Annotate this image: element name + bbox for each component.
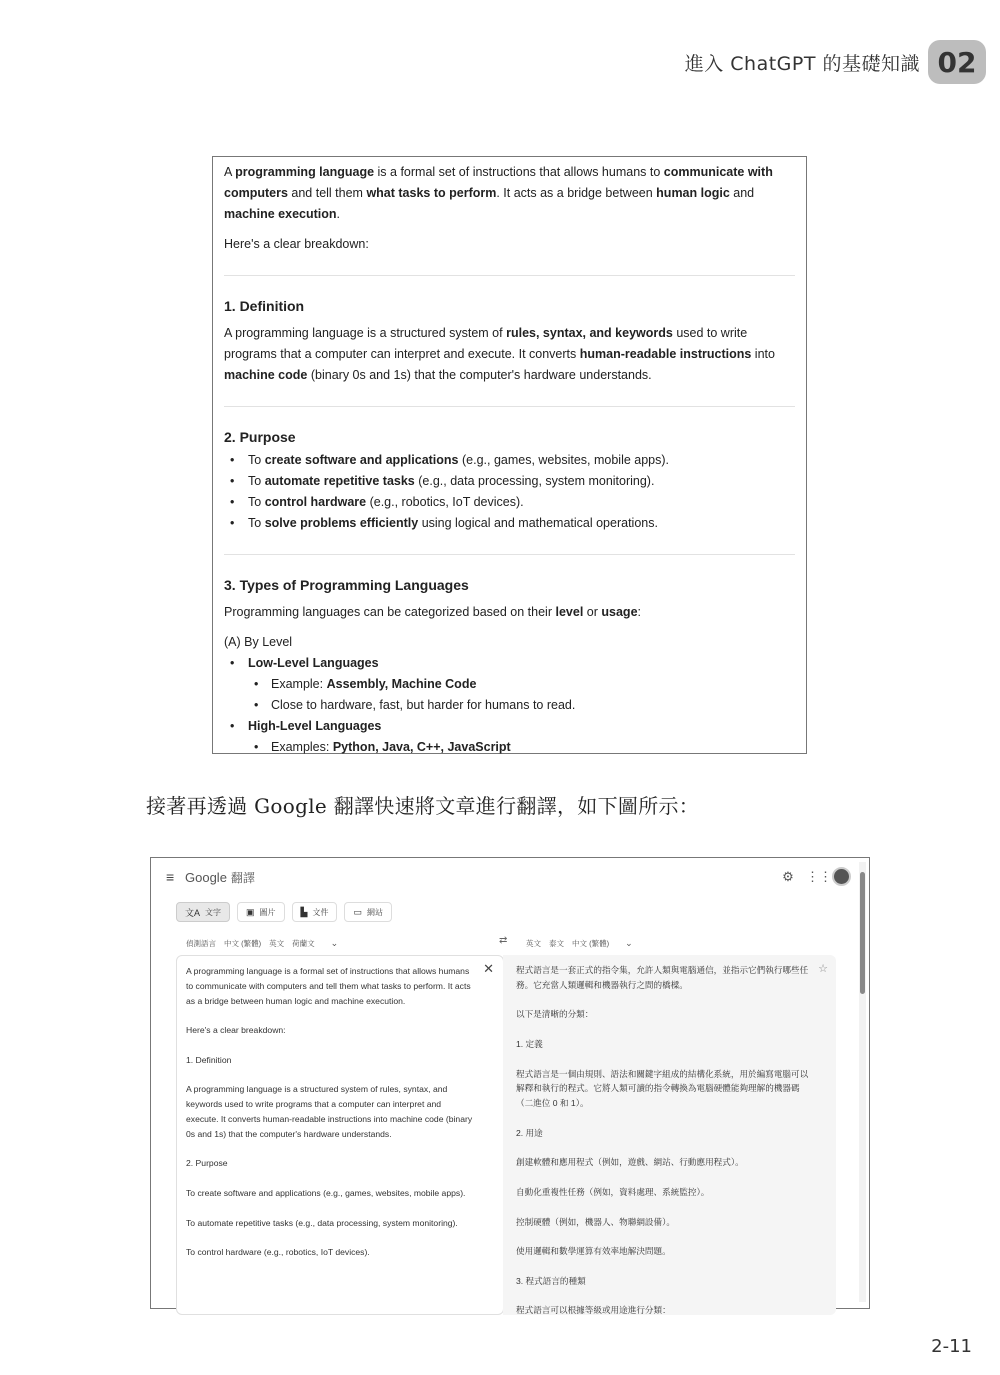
- list-item: • High-Level Languages: [224, 716, 795, 737]
- source-paragraph: To automate repetitive tasks (e.g., data processing, system monitoring).: [186, 1217, 458, 1228]
- scrollbar[interactable]: [859, 862, 866, 1302]
- page-number: 2-11: [931, 1336, 972, 1357]
- google-logo[interactable]: Google: [185, 869, 227, 885]
- low-level-sublist: [224, 674, 795, 716]
- google-translate-screenshot: [150, 857, 870, 1316]
- translated-paragraph: 自動化重複性任務（例如，資料處理、系統監控）。: [516, 1186, 710, 1197]
- translated-paragraph: 創建軟體和應用程式（例如，遊戲、網站、行動應用程式）。: [516, 1157, 744, 1168]
- level-list: [224, 653, 795, 674]
- translation-output-panel: [503, 955, 836, 1315]
- list-item: • Close to hardware, fast, but harder for humans to read.: [224, 695, 795, 716]
- tab-documents[interactable]: ▙ 文件: [292, 902, 338, 922]
- breakdown-line: Here's a clear breakdown:: [224, 237, 369, 251]
- chevron-down-icon[interactable]: ⌄: [330, 938, 339, 948]
- chatgpt-response-screenshot: [212, 156, 807, 754]
- close-icon[interactable]: ✕: [483, 961, 494, 976]
- target-language-bar: [526, 938, 633, 949]
- translated-paragraph: 2. 用途: [516, 1127, 543, 1138]
- source-language-bar: [186, 938, 338, 949]
- website-icon: ▭: [353, 906, 362, 917]
- translated-paragraph: 1. 定義: [516, 1038, 543, 1049]
- purpose-list: [224, 450, 795, 534]
- divider: [224, 554, 795, 555]
- topbar-actions: [780, 867, 851, 886]
- list-item: • To automate repetitive tasks (e.g., data processing, system monitoring).: [224, 471, 795, 492]
- caption-text: 接著再透過 Google 翻譯快速將文章進行翻譯，如下圖所示：: [146, 794, 700, 818]
- target-lang-option[interactable]: 中文 (繁體): [572, 939, 610, 948]
- scrollbar-thumb[interactable]: [860, 872, 865, 994]
- divider: [224, 406, 795, 407]
- tab-websites[interactable]: ▭ 網站: [344, 902, 392, 922]
- section-heading-definition: 1. Definition: [224, 298, 305, 314]
- translated-paragraph: 以下是清晰的分類：: [516, 1009, 594, 1020]
- swap-languages-icon[interactable]: ⇄: [499, 935, 508, 946]
- source-paragraph: To create software and applications (e.g., games, websites, mobile apps).: [186, 1187, 466, 1198]
- settings-icon[interactable]: ⚙: [782, 868, 794, 884]
- target-lang-option[interactable]: 英文: [526, 939, 541, 948]
- intro-paragraph: A programming language is a formal set of instructions that allows humans to communicate with computers and tell them what tasks to perform. It acts as a bridge between human logic and machine execution.: [224, 165, 773, 221]
- list-item: • To control hardware (e.g., robotics, IoT devices).: [224, 492, 795, 513]
- by-level-heading: (A) By Level: [224, 635, 293, 649]
- source-paragraph: 2. Purpose: [186, 1158, 228, 1169]
- translated-paragraph: 3. 程式語言的種類: [516, 1275, 586, 1286]
- page-header: [685, 40, 986, 84]
- source-paragraph: A programming language is a formal set of instructions that allows humans to communicate with computers and tell them what tasks to perform. It acts as a bridge between human logic and machine execution.: [186, 966, 471, 1006]
- star-icon[interactable]: ☆: [818, 963, 828, 975]
- source-paragraph: 1. Definition: [186, 1054, 232, 1065]
- source-lang-detect[interactable]: 偵測語言: [186, 939, 216, 948]
- translated-paragraph: 程式語言是一套正式的指令集，允許人類與電腦通信，並指示它們執行哪些任務。它充當人類邏輯和機器執行之間的橋樑。: [516, 965, 809, 990]
- translate-text-icon: 文A: [185, 907, 201, 918]
- tab-text[interactable]: 文A 文字: [176, 902, 230, 922]
- source-paragraph: A programming language is a structured system of rules, syntax, and keywords used to write programs that a computer can interpret and execute. It converts human-readable instructions into machine code (binary 0s and 1s) that the computer's hardware understands.: [186, 1084, 473, 1139]
- source-paragraph: To control hardware (e.g., robotics, IoT devices).: [186, 1247, 370, 1258]
- level-list: [224, 716, 795, 737]
- apps-grid-icon[interactable]: ⋮⋮: [806, 868, 832, 884]
- translated-paragraph: 控制硬體（例如，機器人、物聯網設備）。: [516, 1216, 675, 1227]
- document-icon: ▙: [300, 906, 308, 917]
- translated-paragraph: 使用邏輯和數學運算有效率地解決問題。: [516, 1246, 671, 1257]
- definition-paragraph: A programming language is a structured system of rules, syntax, and keywords used to write programs that a computer can interpret and execute. It converts human-readable instructions into machine code (binary 0s and 1s) that the computer's hardware understands.: [224, 326, 775, 382]
- chevron-down-icon[interactable]: ⌄: [625, 938, 633, 948]
- tab-images[interactable]: ▣ 圖片: [237, 902, 285, 922]
- chapter-title: 進入 ChatGPT 的基礎知識: [684, 52, 920, 75]
- translated-paragraph: 程式語言是一個由規則、語法和關鍵字組成的結構化系統，用於編寫電腦可以解釋和執行的程式。它將人類可讀的指令轉換為電腦硬體能夠理解的機器碼（二進位 0 和 1）。: [516, 1068, 809, 1109]
- source-text-panel[interactable]: [176, 955, 504, 1315]
- list-item: • Low-Level Languages: [224, 653, 795, 674]
- menu-icon[interactable]: ≡: [166, 869, 175, 885]
- avatar[interactable]: [832, 867, 851, 886]
- divider: [224, 275, 795, 276]
- source-lang-option[interactable]: 中文 (繁體): [224, 939, 262, 948]
- translate-topbar: [151, 858, 859, 896]
- target-lang-option[interactable]: 泰文: [549, 939, 564, 948]
- list-item: • Examples: Python, Java, C++, JavaScript: [224, 737, 795, 758]
- list-item: • Example: Assembly, Machine Code: [224, 674, 795, 695]
- source-lang-option[interactable]: 英文: [269, 939, 285, 948]
- source-paragraph: Here's a clear breakdown:: [186, 1025, 286, 1036]
- image-icon: ▣: [246, 906, 255, 917]
- app-title: 翻譯: [230, 870, 255, 885]
- source-lang-option[interactable]: 荷蘭文: [292, 939, 315, 948]
- translated-paragraph: 程式語言可以根據等級或用途進行分類：: [516, 1305, 671, 1316]
- section-heading-types: 3. Types of Programming Languages: [224, 577, 469, 593]
- high-level-sublist: [224, 737, 795, 758]
- mode-tabs: [176, 902, 392, 922]
- list-item: • To solve problems efficiently using logical and mathematical operations.: [224, 513, 795, 534]
- list-item: • To create software and applications (e.g., games, websites, mobile apps).: [224, 450, 795, 471]
- types-paragraph: Programming languages can be categorized based on their level or usage:: [224, 605, 642, 619]
- section-heading-purpose: 2. Purpose: [224, 429, 296, 445]
- chapter-number-badge: 02: [928, 40, 986, 84]
